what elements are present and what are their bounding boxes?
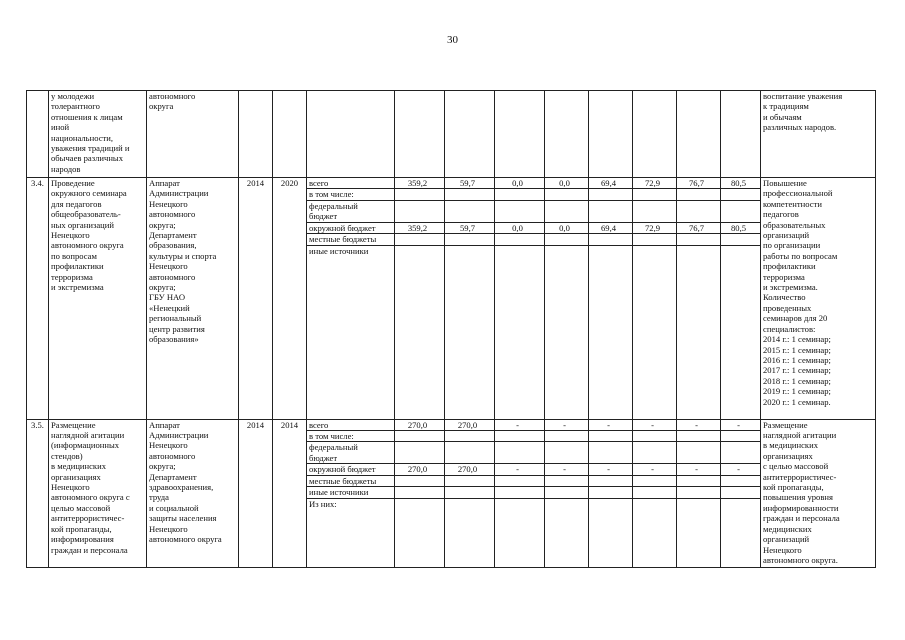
amount-cell: 69,4 [589,222,633,233]
amount-cell [721,487,761,498]
amount-cell [395,498,445,567]
executor-cell: автономного округа [147,91,239,178]
amount-cell [589,442,633,464]
amount-cell [633,200,677,222]
funding-source-cell: окружной бюджет [307,464,395,475]
amount-cell: - [545,419,589,430]
amount-cell: - [721,464,761,475]
amount-cell [589,487,633,498]
table-row [27,91,876,178]
amount-cell [677,431,721,442]
amount-cell: 0,0 [495,222,545,233]
amount-cell [445,189,495,200]
funding-source-cell: федеральный бюджет [307,442,395,464]
amount-cell [495,200,545,222]
amount-cell: 59,7 [445,222,495,233]
amount-cell [721,200,761,222]
amount-cell [589,475,633,486]
funding-source-cell: в том числе: [307,189,395,200]
amount-cell [495,487,545,498]
amount-cell [677,245,721,419]
amount-cell [495,245,545,419]
amount-cell: 59,7 [445,178,495,189]
amount-cell: 0,0 [545,222,589,233]
amount-cell: 0,0 [545,178,589,189]
amount-cell [395,431,445,442]
amount-cell: 0,0 [495,178,545,189]
start-year-cell: 2014 [239,178,273,420]
amount-cell: 270,0 [445,419,495,430]
amount-cell [721,189,761,200]
amount-cell [721,245,761,419]
amount-cell: 359,2 [395,222,445,233]
executor-cell: Аппарат Администрации Ненецкого автономного округа; Департамент образования, культуры и спорта Ненецкого автономного округа; ГБУ НАО «Ненецкий региональный центр развития образования» [147,178,239,420]
amount-cell [633,498,677,567]
amount-cell: - [677,464,721,475]
funding-source-cell: местные бюджеты [307,475,395,486]
amount-cell [445,431,495,442]
amount-cell [721,234,761,245]
amount-cell [633,487,677,498]
amount-cell [545,498,589,567]
amount-cell [721,498,761,567]
executor-cell: Аппарат Администрации Ненецкого автономного округа; Департамент здравоохранения, труда и социальной защиты населения Ненецкого автономного округа [147,419,239,567]
amount-cell: - [545,464,589,475]
activity-name-cell: Размещение наглядной агитации (информационных стендов) в медицинских организациях Ненецкого автономного округа с целью массовой антитеррористичес- кой пропаганды, информирования граждан и персонала [49,419,147,567]
amount-cell [633,431,677,442]
amount-cell [545,431,589,442]
amount-cell [495,431,545,442]
amount-cell [545,189,589,200]
row-index-cell [27,91,49,178]
end-year-cell: 2014 [273,419,307,567]
amount-cell [589,200,633,222]
result-cell: воспитание уважения к традициям и обычаям различных народов. [761,91,876,178]
amount-cell [677,91,721,178]
funding-source-cell [307,91,395,178]
amount-cell [589,189,633,200]
amount-cell [495,442,545,464]
amount-cell [545,442,589,464]
result-cell: Размещение наглядной агитации в медицинских организациях с целью массовой антитеррористичес- кой пропаганды, повышения уровня информированности граждан и персонала медицинских организаций Ненецкого автономного округа. [761,419,876,567]
amount-cell [395,234,445,245]
activity-name-cell: у молодежи толерантного отношения к лицам иной национальности, уважения традиций и обычаев различных народов [49,91,147,178]
amount-cell: 270,0 [395,464,445,475]
amount-cell [445,91,495,178]
amount-cell [633,442,677,464]
amount-cell [445,475,495,486]
amount-cell: - [633,464,677,475]
start-year-cell [239,91,273,178]
amount-cell [721,442,761,464]
row-index-cell: 3.4. [27,178,49,420]
amount-cell [633,245,677,419]
funding-source-cell: всего [307,419,395,430]
amount-cell [395,91,445,178]
amount-cell [495,498,545,567]
amount-cell: - [589,464,633,475]
page-number: 30 [447,34,458,46]
funding-source-cell: окружной бюджет [307,222,395,233]
table-row [27,178,876,189]
amount-cell [677,234,721,245]
amount-cell [721,91,761,178]
amount-cell [395,245,445,419]
funding-source-cell: иные источники [307,245,395,419]
end-year-cell: 2020 [273,178,307,420]
amount-cell [633,91,677,178]
amount-cell: 270,0 [395,419,445,430]
amount-cell: - [633,419,677,430]
amount-cell [677,475,721,486]
amount-cell: - [495,464,545,475]
start-year-cell: 2014 [239,419,273,567]
funding-source-cell: федеральный бюджет [307,200,395,222]
amount-cell [445,200,495,222]
funding-source-cell: местные бюджеты [307,234,395,245]
amount-cell: 72,9 [633,222,677,233]
amount-cell [495,475,545,486]
amount-cell: - [721,419,761,430]
amount-cell [445,245,495,419]
amount-cell [545,200,589,222]
table-row [27,419,876,430]
amount-cell [445,234,495,245]
amount-cell [677,200,721,222]
end-year-cell [273,91,307,178]
amount-cell [677,442,721,464]
amount-cell [545,91,589,178]
amount-cell [677,189,721,200]
row-index-cell: 3.5. [27,419,49,567]
amount-cell: 359,2 [395,178,445,189]
amount-cell: 80,5 [721,178,761,189]
amount-cell [395,200,445,222]
amount-cell [633,475,677,486]
amount-cell [633,189,677,200]
funding-source-cell: Из них: [307,498,395,567]
amount-cell: 76,7 [677,178,721,189]
amount-cell [495,91,545,178]
amount-cell [545,234,589,245]
amount-cell [589,245,633,419]
amount-cell [721,431,761,442]
amount-cell [395,475,445,486]
amount-cell [445,442,495,464]
amount-cell: - [495,419,545,430]
amount-cell [721,475,761,486]
amount-cell [545,245,589,419]
amount-cell: - [589,419,633,430]
amount-cell: - [677,419,721,430]
amount-cell [445,498,495,567]
amount-cell [495,234,545,245]
amount-cell: 270,0 [445,464,495,475]
amount-cell [395,442,445,464]
amount-cell: 76,7 [677,222,721,233]
amount-cell [677,498,721,567]
funding-source-cell: в том числе: [307,431,395,442]
amount-cell [545,487,589,498]
amount-cell [395,189,445,200]
program-table [26,90,876,568]
amount-cell: 80,5 [721,222,761,233]
amount-cell [589,234,633,245]
activity-name-cell: Проведение окружного семинара для педагогов общеобразователь- ных организаций Ненецкого автономного округа по вопросам профилактики терроризма и экстремизма [49,178,147,420]
amount-cell: 72,9 [633,178,677,189]
amount-cell [589,498,633,567]
amount-cell [395,487,445,498]
amount-cell: 69,4 [589,178,633,189]
funding-source-cell: иные источники [307,487,395,498]
amount-cell [495,189,545,200]
amount-cell [589,431,633,442]
funding-source-cell: всего [307,178,395,189]
result-cell: Повышение профессиональной компетентности педагогов образовательных организаций по организации работы по вопросам профилактики терроризма и экстремизма. Количество проведенных семинаров для 20 специалистов: 2014 г.: 1 семинар; 2015 г.: 1 семинар; 2016 г.: 1 семинар; 2017 г.: 1 семинар; 2018 г.: 1 семинар; 2019 г.: 1 семинар; 2020 г.: 1 семинар. [761,178,876,420]
amount-cell [677,487,721,498]
amount-cell [589,91,633,178]
amount-cell [445,487,495,498]
amount-cell [545,475,589,486]
amount-cell [633,234,677,245]
